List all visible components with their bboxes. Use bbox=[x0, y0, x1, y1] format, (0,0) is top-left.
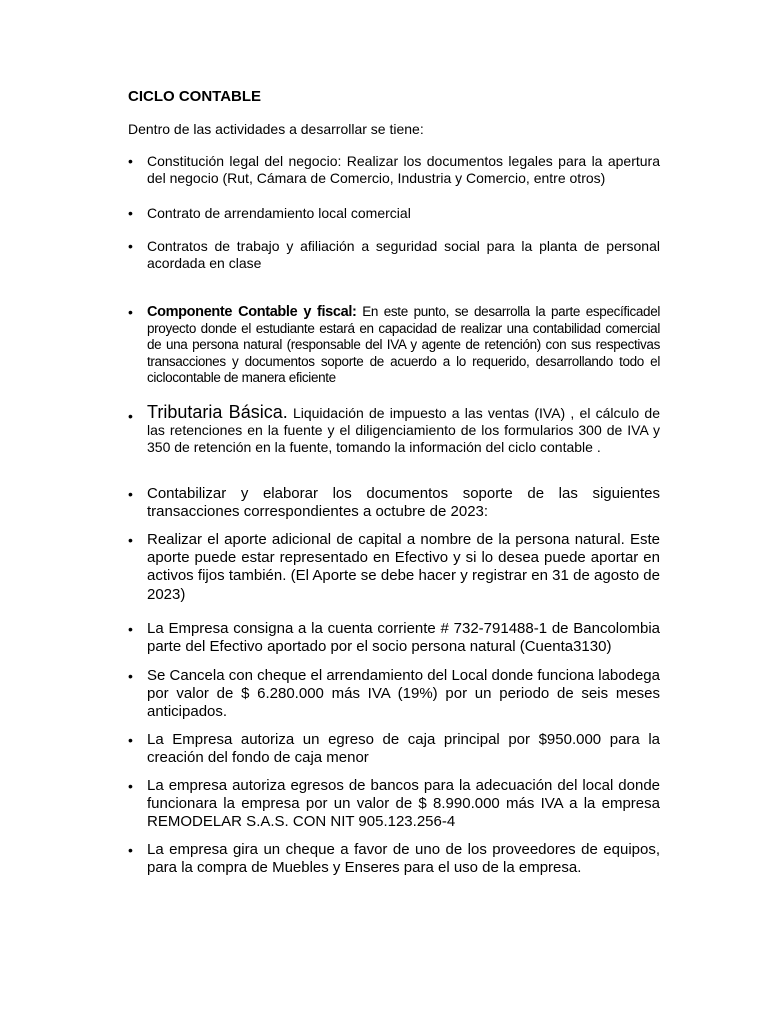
document-title: CICLO CONTABLE bbox=[128, 88, 262, 105]
bullet-icon: • bbox=[128, 408, 133, 424]
list-item-text: La empresa autoriza egresos de bancos para la adecuación del local donde funcionara la empresa por un valor de $ 8.990.000 más IVA a la empresa REMODELAR S.A.S. CON NIT 905.123.256-4 bbox=[147, 777, 660, 831]
list-item bbox=[128, 238, 660, 272]
list-item-text: Contabilizar y elaborar los documentos soporte de las siguientes transacciones correspondientes a octubre de 2023: bbox=[147, 485, 660, 521]
intro-paragraph: Dentro de las actividades a desarrollar se tiene: bbox=[128, 121, 424, 137]
list-item bbox=[128, 531, 660, 604]
list-item bbox=[128, 205, 660, 222]
list-item bbox=[128, 404, 660, 456]
list-item bbox=[128, 304, 660, 387]
list-item-heading: Componente Contable y fiscal: bbox=[147, 304, 357, 320]
list-item bbox=[128, 777, 660, 832]
bullet-icon: • bbox=[128, 668, 133, 684]
bullet-icon: • bbox=[128, 842, 133, 858]
bullet-icon: • bbox=[128, 153, 133, 169]
bullet-icon: • bbox=[128, 238, 133, 254]
bullet-icon: • bbox=[128, 778, 133, 794]
list-item-heading: Tributaria Básica. bbox=[147, 402, 288, 422]
list-item-text: Contrato de arrendamiento local comercial bbox=[147, 205, 411, 221]
bullet-icon: • bbox=[128, 205, 133, 221]
list-item-text: La empresa gira un cheque a favor de uno de los proveedores de equipos, para la compra de Muebles y Enseres para el uso de la empresa. bbox=[147, 841, 660, 877]
list-item bbox=[128, 667, 660, 722]
list-item-text: Contratos de trabajo y afiliación a seguridad social para la planta de personal acordada en clase bbox=[147, 238, 660, 271]
list-item bbox=[128, 620, 660, 656]
list-item bbox=[128, 485, 660, 521]
bullet-icon: • bbox=[128, 486, 133, 502]
list-item-text: En este punto, se desarrolla la parte específicadel proyecto donde el estudiante estará en capacidad de realizar una contabilidad comercial de una persona natural (responsable del IVA y agente de retención) con sus respectivas transacciones y documentos soporte de acuerdo a lo requerido, desarrollando todo el ciclocontable de manera eficiente bbox=[147, 304, 660, 385]
list-item-text: Constitución legal del negocio: Realizar los documentos legales para la apertura del negocio (Rut, Cámara de Comercio, Industria y Comercio, entre otros) bbox=[147, 153, 660, 186]
list-item bbox=[128, 731, 660, 767]
bullet-icon: • bbox=[128, 532, 133, 548]
bullet-icon: • bbox=[128, 304, 133, 320]
list-item-text: Se Cancela con cheque el arrendamiento del Local donde funciona labodega por valor de $ 6.280.000 más IVA (19%) por un periodo de seis meses anticipados. bbox=[147, 667, 660, 721]
bullet-icon: • bbox=[128, 732, 133, 748]
list-item-text: Liquidación de impuesto a las ventas (IVA) , el cálculo de las retenciones en la fuente y el diligenciamiento de los formularios 300 de IVA y 350 de retención en la fuente, tomando la información del ciclo contable . bbox=[147, 405, 661, 455]
list-item-text: Realizar el aporte adicional de capital a nombre de la persona natural. Este aporte puede estar representado en Efectivo y si lo desea puede aportar en activos fijos también. (El Aporte se debe hacer y registrar en 31 de agosto de 2023) bbox=[147, 531, 660, 603]
list-item bbox=[128, 153, 660, 187]
bullet-icon: • bbox=[128, 621, 133, 637]
list-item bbox=[128, 841, 660, 877]
list-item-text: La Empresa consigna a la cuenta corriente # 732-791488-1 de Bancolombia parte del Efectivo aportado por el socio persona natural (Cuenta3130) bbox=[147, 620, 660, 656]
list-item-text: La Empresa autoriza un egreso de caja principal por $950.000 para la creación del fondo de caja menor bbox=[147, 731, 660, 767]
